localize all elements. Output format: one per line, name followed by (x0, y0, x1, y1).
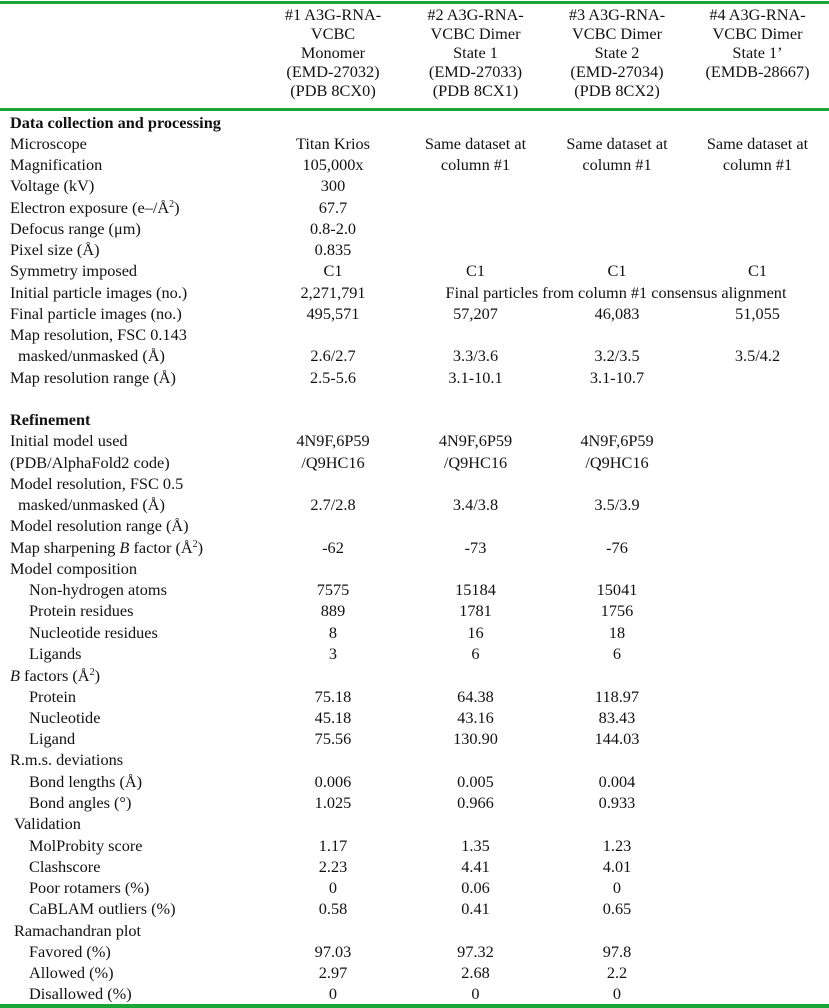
sharpening-label: Map sharpening B factor $(Å^2)$ (10, 538, 204, 557)
table-row: Disallowed (%) 0 0 0 (29, 984, 622, 1003)
column-header-1: #1 A3G-RNA- VCBC Monomer (EMD-27032) (PDB 8CX0) (284, 5, 382, 100)
table-row: Ramachandran plot (14, 921, 142, 940)
table-row: Magnification 105,000x column #1 column #1 column #1 (10, 155, 793, 174)
table-row: Symmetry imposed C1 C1 C1 C1 (10, 261, 767, 280)
table-row: Poor rotamers (%) 0 0.06 0 (29, 878, 622, 897)
table-row (0, 665, 829, 686)
table-row: Allowed (%) 2.97 2.68 2.2 (29, 963, 628, 982)
exposure-label: Electron exposure $(e-/Å^2)$ (10, 198, 180, 217)
column-header-4: #4 A3G-RNA- VCBC Dimer State 1’ (EMDB-28667) (705, 5, 810, 81)
table-row: Protein 75.18 64.38 118.97 (29, 687, 640, 706)
column-header-3: #3 A3G-RNA- VCBC Dimer State 2 (EMD-27034) (PDB 8CX2) (568, 5, 666, 100)
header-rule (0, 108, 829, 111)
table-row: masked/unmasked (Å) 2.7/2.8 3.4/3.8 3.5/3.9 (18, 495, 640, 514)
table-row: Map sharpening B factor $(Å^2)$ -62 -73 -76 (10, 538, 628, 557)
table-row: Voltage (kV) 300 (10, 176, 346, 195)
table-row: Favored (%) 97.03 97.32 97.8 (29, 942, 632, 961)
table-row: Non-hydrogen atoms 7575 15184 15041 (29, 580, 638, 599)
table-row: Ligands 3 6 6 (29, 644, 622, 663)
table-row: Initial particle images (no.) 2,271,791 Final particles from column #1 consensus alignment (10, 283, 787, 302)
table-row: Pixel size (Å) 0.835 (10, 240, 352, 259)
table-row: Clashscore 2.23 4.41 4.01 (29, 857, 632, 876)
table-row: Ligand 75.56 130.90 144.03 (29, 729, 640, 748)
table-row: Model resolution, FSC 0.5 (10, 474, 184, 493)
table-row: Initial model used 4N9F,6P59 4N9F,6P59 4N9F,6P59 (10, 431, 654, 450)
column-header-2: #2 A3G-RNA- VCBC Dimer State 1 (EMD-27033) (PDB 8CX1) (427, 5, 524, 100)
table-row: Final particle images (no.) 495,571 57,207 46,083 51,055 (10, 304, 780, 323)
table-row: Map resolution range (Å) 2.5-5.6 3.1-10.1 3.1-10.7 (10, 368, 645, 387)
bfactors-label: B factors $(Å^2)$ (10, 666, 100, 685)
section-heading-data-collection: Data collection and processing (10, 113, 221, 132)
table-row: (PDB/AlphaFold2 code) /Q9HC16 /Q9HC16 /Q9HC16 (10, 453, 649, 472)
table-row: CaBLAM outliers (%) 0.58 0.41 0.65 (29, 899, 632, 918)
table-row: Model composition (10, 559, 138, 578)
table-row: Nucleotide 45.18 43.16 83.43 (29, 708, 636, 727)
table-row: Validation (14, 814, 81, 833)
section-heading-refinement: Refinement (10, 410, 91, 429)
table-row: Nucleotide residues 8 16 18 (29, 623, 626, 642)
table-row: Defocus range (μm) 0.8-2.0 (10, 219, 357, 238)
table-row: Microscope Titan Krios Same dataset at Same dataset at Same dataset at (10, 134, 809, 153)
bottom-rule (0, 1004, 829, 1008)
table-row: R.m.s. deviations (10, 750, 124, 769)
table-row: Bond angles (°) 1.025 0.966 0.933 (29, 793, 636, 812)
table-row: Electron exposure $(e-/Å^2)$ 67.7 (10, 198, 348, 217)
table-row: Map resolution, FSC 0.143 (10, 325, 187, 344)
table-row: masked/unmasked (Å) 2.6/2.7 3.3/3.6 3.2/3.5 3.5/4.2 (18, 346, 781, 365)
table-row: Bond lengths (Å) 0.006 0.005 0.004 (29, 772, 636, 791)
table-row: Protein residues 889 1781 1756 (29, 601, 634, 620)
table-row: Model resolution range (Å) (10, 516, 189, 535)
top-rule (0, 1, 829, 4)
table-row: MolProbity score 1.17 1.35 1.23 (29, 836, 632, 855)
